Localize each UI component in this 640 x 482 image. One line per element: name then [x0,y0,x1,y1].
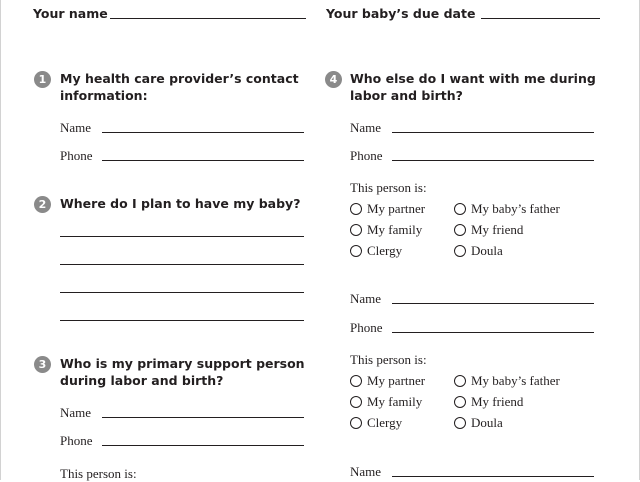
person1-option-family[interactable]: My family [350,222,422,238]
person2-phone-label: Phone [350,320,383,335]
your-name-field[interactable] [33,6,306,22]
birth-place-line-4[interactable] [60,320,304,321]
person2-option-partner[interactable]: My partner [350,373,425,389]
provider-name-line[interactable] [102,132,304,133]
support-phone-label: Phone [60,433,93,448]
person1-phone-label: Phone [350,148,383,163]
radio-circle-icon[interactable] [454,224,466,236]
question-3-title-line2: during labor and birth? [60,373,224,388]
person3-name-label: Name [350,464,382,479]
birth-place-line-1[interactable] [60,236,304,237]
person2-phone-field[interactable] [350,320,594,336]
person2-phone-line[interactable] [392,332,594,333]
page-left-edge [0,0,1,480]
provider-name-field[interactable] [60,120,304,136]
support-name-field[interactable] [60,405,304,421]
birth-place-line-2[interactable] [60,264,304,265]
radio-circle-icon[interactable] [454,417,466,429]
provider-phone-field[interactable] [60,148,304,164]
due-date-field[interactable] [326,6,600,22]
support-phone-field[interactable] [60,433,304,449]
person1-person-is-label: This person is: [350,180,427,195]
support-phone-line[interactable] [102,445,304,446]
question-4-number: 4 [325,71,342,88]
radio-circle-icon[interactable] [350,417,362,429]
question-3-title-line1: Who is my primary support person [60,356,305,371]
radio-circle-icon[interactable] [454,203,466,215]
person1-name-line[interactable] [392,132,594,133]
question-4-title-line2: labor and birth? [350,88,463,103]
radio-circle-icon[interactable] [350,203,362,215]
person1-phone-line[interactable] [392,160,594,161]
due-date-line[interactable] [481,18,600,19]
question-4-title-line1: Who else do I want with me during [350,71,596,86]
radio-circle-icon[interactable] [350,396,362,408]
person1-name-field[interactable] [350,120,594,136]
radio-circle-icon[interactable] [350,224,362,236]
question-1-title-line2: information: [60,88,148,103]
due-date-label: Your baby’s due date [326,6,476,21]
question-2-number: 2 [34,196,51,213]
question-3-number: 3 [34,356,51,373]
person1-option-partner[interactable]: My partner [350,201,425,217]
birth-place-line-3[interactable] [60,292,304,293]
your-name-label: Your name [33,6,108,21]
provider-phone-line[interactable] [102,160,304,161]
question-2-title: Where do I plan to have my baby? [60,196,301,211]
person1-option-babys-father[interactable]: My baby’s father [454,201,560,217]
radio-circle-icon[interactable] [350,245,362,257]
question-1-title-line1: My health care provider’s contact [60,71,299,86]
support-person-is-label: This person is: [60,466,137,481]
person1-option-friend[interactable]: My friend [454,222,523,238]
person2-name-field[interactable] [350,291,594,307]
person2-name-label: Name [350,291,382,306]
question-1-number: 1 [34,71,51,88]
support-name-line[interactable] [102,417,304,418]
person2-person-is-label: This person is: [350,352,427,367]
person2-option-family[interactable]: My family [350,394,422,410]
person3-name-field[interactable] [350,464,594,480]
support-name-label: Name [60,405,92,420]
person3-name-line[interactable] [392,476,594,477]
person2-option-doula[interactable]: Doula [454,415,503,431]
radio-circle-icon[interactable] [454,396,466,408]
person2-name-line[interactable] [392,303,594,304]
person1-name-label: Name [350,120,382,135]
your-name-line[interactable] [110,18,306,19]
person1-phone-field[interactable] [350,148,594,164]
provider-name-label: Name [60,120,92,135]
person2-option-friend[interactable]: My friend [454,394,523,410]
person1-option-clergy[interactable]: Clergy [350,243,402,259]
radio-circle-icon[interactable] [454,375,466,387]
radio-circle-icon[interactable] [350,375,362,387]
person2-option-babys-father[interactable]: My baby’s father [454,373,560,389]
provider-phone-label: Phone [60,148,93,163]
person2-option-clergy[interactable]: Clergy [350,415,402,431]
person1-option-doula[interactable]: Doula [454,243,503,259]
radio-circle-icon[interactable] [454,245,466,257]
